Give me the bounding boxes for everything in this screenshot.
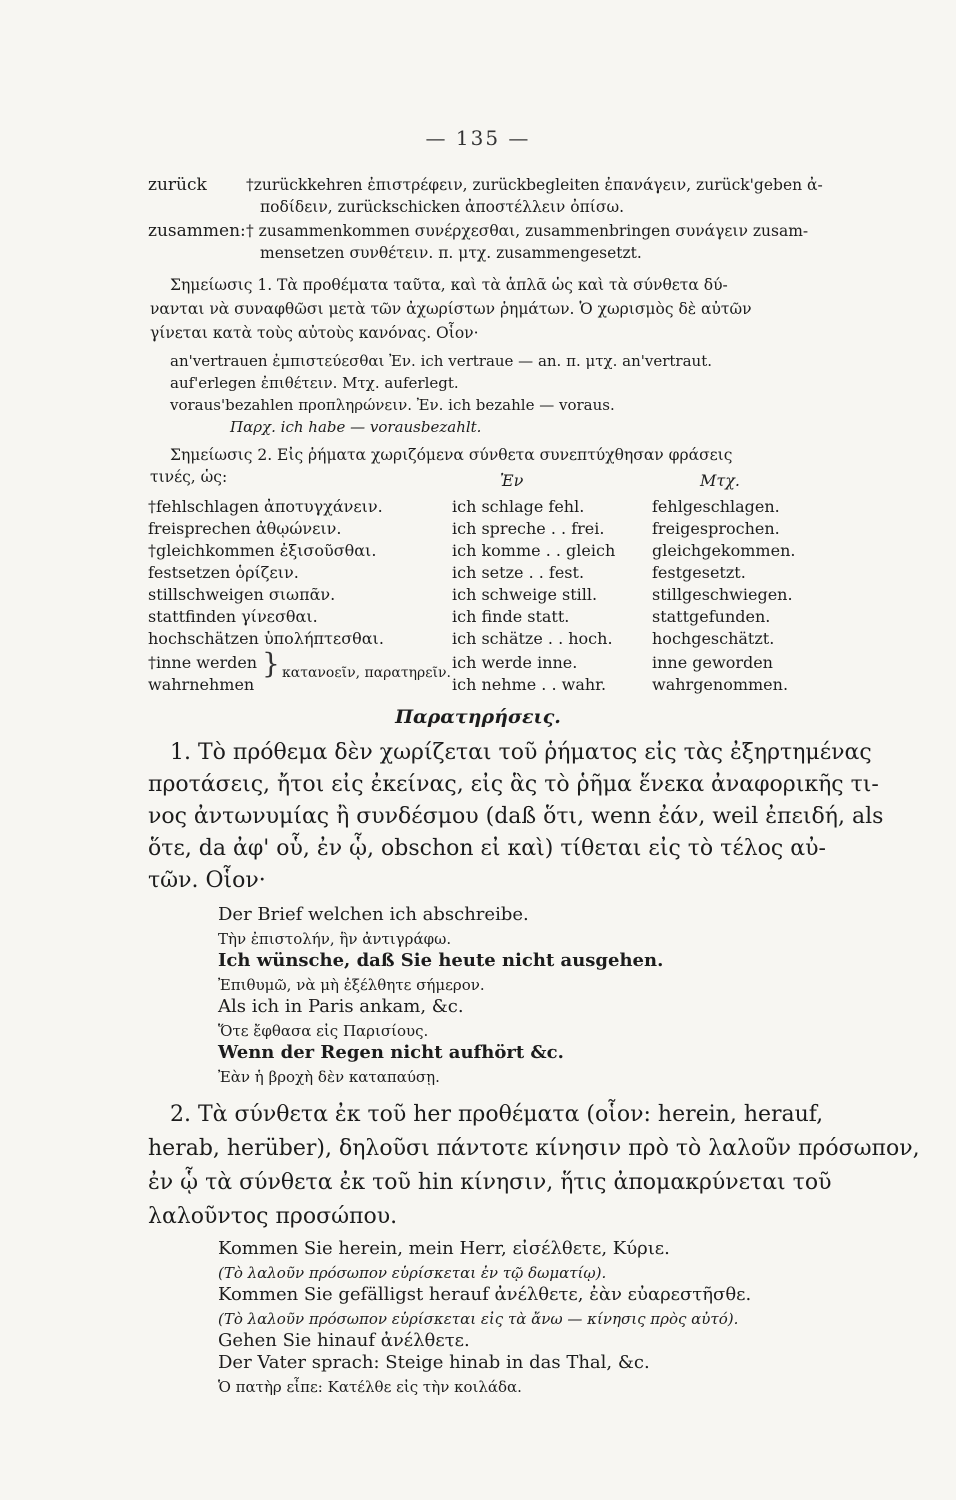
entry-text: ποδίδειν, zurückschicken ἀποστέλλειν ὀπίσω. [260, 198, 625, 216]
obs2-example: Kommen Sie herein, mein Herr, εἰσέλθετε, Κύριε. [218, 1238, 670, 1259]
note1-line: γίνεται κατὰ τοὺς αὐτοὺς κανόνας. Οἷον· [150, 324, 479, 342]
obs1-example: Ἐπιθυμῶ, νὰ μὴ ἐξέλθητε σήμερον. [218, 976, 485, 994]
entry-text: mensetzen συνθέτειν. π. μτχ. zusammengesetzt. [260, 244, 642, 262]
table-header-participle: Μτχ. [700, 471, 741, 490]
note1-example: Παρχ. ich habe — vorausbezahlt. [230, 418, 482, 436]
table-cell-present: ich finde statt. [452, 607, 570, 626]
note2-line: τινές, ὡς: [150, 468, 228, 486]
table-cell-present: ich setze . . fest. [452, 563, 585, 582]
table-header-present: Ἐν [500, 471, 524, 490]
table-cell-verb: †gleichkommen ἐξισοῦσθαι. [148, 541, 377, 560]
brace-gloss: κατανοεῖν, παρατηρεῖν. [282, 665, 451, 681]
obs1-example: Als ich in Paris ankam, &c. [218, 996, 464, 1017]
table-cell-participle: inne geworden [652, 653, 773, 672]
table-cell-participle: stillgeschwiegen. [652, 585, 793, 604]
obs1-line: προτάσεις, ἤτοι εἰς ἐκείνας, εἰς ἃς τὸ ῥῆμα ἕνεκα ἀναφορικῆς τι- [148, 772, 879, 797]
obs1-line: ὅτε, da ἀφ' οὗ, ἐν ᾧ, obschon εἰ καὶ) τίθεται εἰς τὸ τέλος αὐ- [148, 836, 826, 861]
obs2-example: (Τὸ λαλοῦν πρόσωπον εὑρίσκεται εἰς τὰ ἄνω — κίνησις πρὸς αὐτό). [218, 1310, 739, 1328]
obs2-example: Kommen Sie gefälligst herauf ἀνέλθετε, ἐὰν εὐαρεστῆσθε. [218, 1284, 752, 1305]
obs1-example: Τὴν ἐπιστολήν, ἣν ἀντιγράφω. [218, 930, 452, 948]
obs2-example: Ὁ πατὴρ εἶπε: Κατέλθε εἰς τὴν κοιλάδα. [218, 1378, 522, 1396]
note1-line: Σημείωσις 1. Τὰ προθέματα ταῦτα, καὶ τὰ ἁπλᾶ ὡς καὶ τὰ σύνθετα δύ- [170, 276, 728, 294]
table-cell-participle: fehlgeschlagen. [652, 497, 780, 516]
obs2-line: herab, herüber), δηλοῦσι πάντοτε κίνησιν πρὸ τὸ λαλοῦν πρόσωπον, [148, 1136, 920, 1161]
table-cell-verb: hochschätzen ὑπολήπτεσθαι. [148, 629, 384, 648]
page-number: — 135 — [425, 126, 531, 150]
note1-line: νανται νὰ συναφθῶσι μετὰ τῶν ἀχωρίστων ῥημάτων. Ὁ χωρισμὸς δὲ αὐτῶν [150, 300, 752, 318]
table-cell-participle: gleichgekommen. [652, 541, 796, 560]
brace-glyph: } [262, 647, 280, 680]
table-cell-present: ich spreche . . frei. [452, 519, 605, 538]
obs1-line: 1. Τὸ πρόθεμα δὲν χωρίζεται τοῦ ῥήματος εἰς τὰς ἐξηρτημένας [170, 740, 872, 765]
note1-example: an'vertrauen ἐμπιστεύεσθαι Ἐν. ich vertraue — an. π. μτχ. an'vertraut. [170, 352, 713, 370]
table-cell-verb: wahrnehmen [148, 675, 255, 694]
entry-text: †zurückkehren ἐπιστρέφειν, zurückbegleiten ἐπανάγειν, zurück'geben ἀ- [246, 176, 823, 194]
entry-head-zusammen: zusammen: [148, 221, 246, 241]
table-cell-verb: freisprechen ἀθῳώνειν. [148, 519, 342, 538]
obs2-line: λαλοῦντος προσώπου. [148, 1204, 398, 1229]
table-cell-present: ich schweige still. [452, 585, 598, 604]
table-cell-participle: stattgefunden. [652, 607, 771, 626]
entry-text: † zusammenkommen συνέρχεσθαι, zusammenbringen συνάγειν zusam- [246, 222, 809, 240]
table-cell-participle: hochgeschätzt. [652, 629, 775, 648]
obs1-example: Wenn der Regen nicht aufhört &c. [218, 1042, 564, 1063]
table-cell-present: ich schätze . . hoch. [452, 629, 613, 648]
obs2-example: Gehen Sie hinauf ἀνέλθετε. [218, 1330, 470, 1351]
obs1-example: Der Brief welchen ich abschreibe. [218, 904, 529, 925]
table-cell-verb: †fehlschlagen ἀποτυγχάνειν. [148, 497, 383, 516]
note2-line: Σημείωσις 2. Εἰς ῥήματα χωριζόμενα σύνθετα συνεπτύχθησαν φράσεις [170, 446, 733, 464]
table-cell-participle: wahrgenommen. [652, 675, 789, 694]
note1-example: auf'erlegen ἐπιθέτειν. Μτχ. auferlegt. [170, 374, 459, 392]
obs2-line: 2. Τὰ σύνθετα ἐκ τοῦ her προθέματα (οἷον: herein, herauf, [170, 1102, 824, 1127]
table-cell-verb: †inne werden [148, 653, 258, 672]
obs1-example: Ἐὰν ἡ βροχὴ δὲν καταπαύσῃ. [218, 1068, 440, 1086]
section-title: Παρατηρήσεις. [395, 706, 561, 728]
table-cell-present: ich komme . . gleich [452, 541, 616, 560]
obs1-example: Ich wünsche, daß Sie heute nicht ausgehen. [218, 950, 664, 971]
table-cell-present: ich schlage fehl. [452, 497, 585, 516]
table-cell-participle: festgesetzt. [652, 563, 746, 582]
obs2-example: (Τὸ λαλοῦν πρόσωπον εὑρίσκεται ἐν τῷ δωματίῳ). [218, 1264, 607, 1282]
table-cell-present: ich werde inne. [452, 653, 578, 672]
obs2-example: Der Vater sprach: Steige hinab in das Thal, &c. [218, 1352, 650, 1373]
note1-example: voraus'bezahlen προπληρώνειν. Ἐν. ich bezahle — voraus. [170, 396, 615, 414]
table-cell-verb: stattfinden γίνεσθαι. [148, 607, 318, 626]
table-cell-participle: freigesprochen. [652, 519, 780, 538]
obs2-line: ἐν ᾧ τὰ σύνθετα ἐκ τοῦ hin κίνησιν, ἥτις ἀπομακρύνεται τοῦ [148, 1170, 832, 1195]
obs1-line: νος ἀντωνυμίας ἢ συνδέσμου (daß ὅτι, wenn ἐάν, weil ἐπειδή, als [148, 804, 884, 829]
table-cell-present: ich nehme . . wahr. [452, 675, 607, 694]
obs1-example: Ὅτε ἔφθασα εἰς Παρισίους. [218, 1022, 429, 1040]
obs1-line: τῶν. Οἷον· [148, 868, 266, 893]
entry-head-zuruck: zurück [148, 175, 207, 195]
table-cell-verb: festsetzen ὁρίζειν. [148, 563, 299, 582]
table-cell-verb: stillschweigen σιωπᾶν. [148, 585, 336, 604]
